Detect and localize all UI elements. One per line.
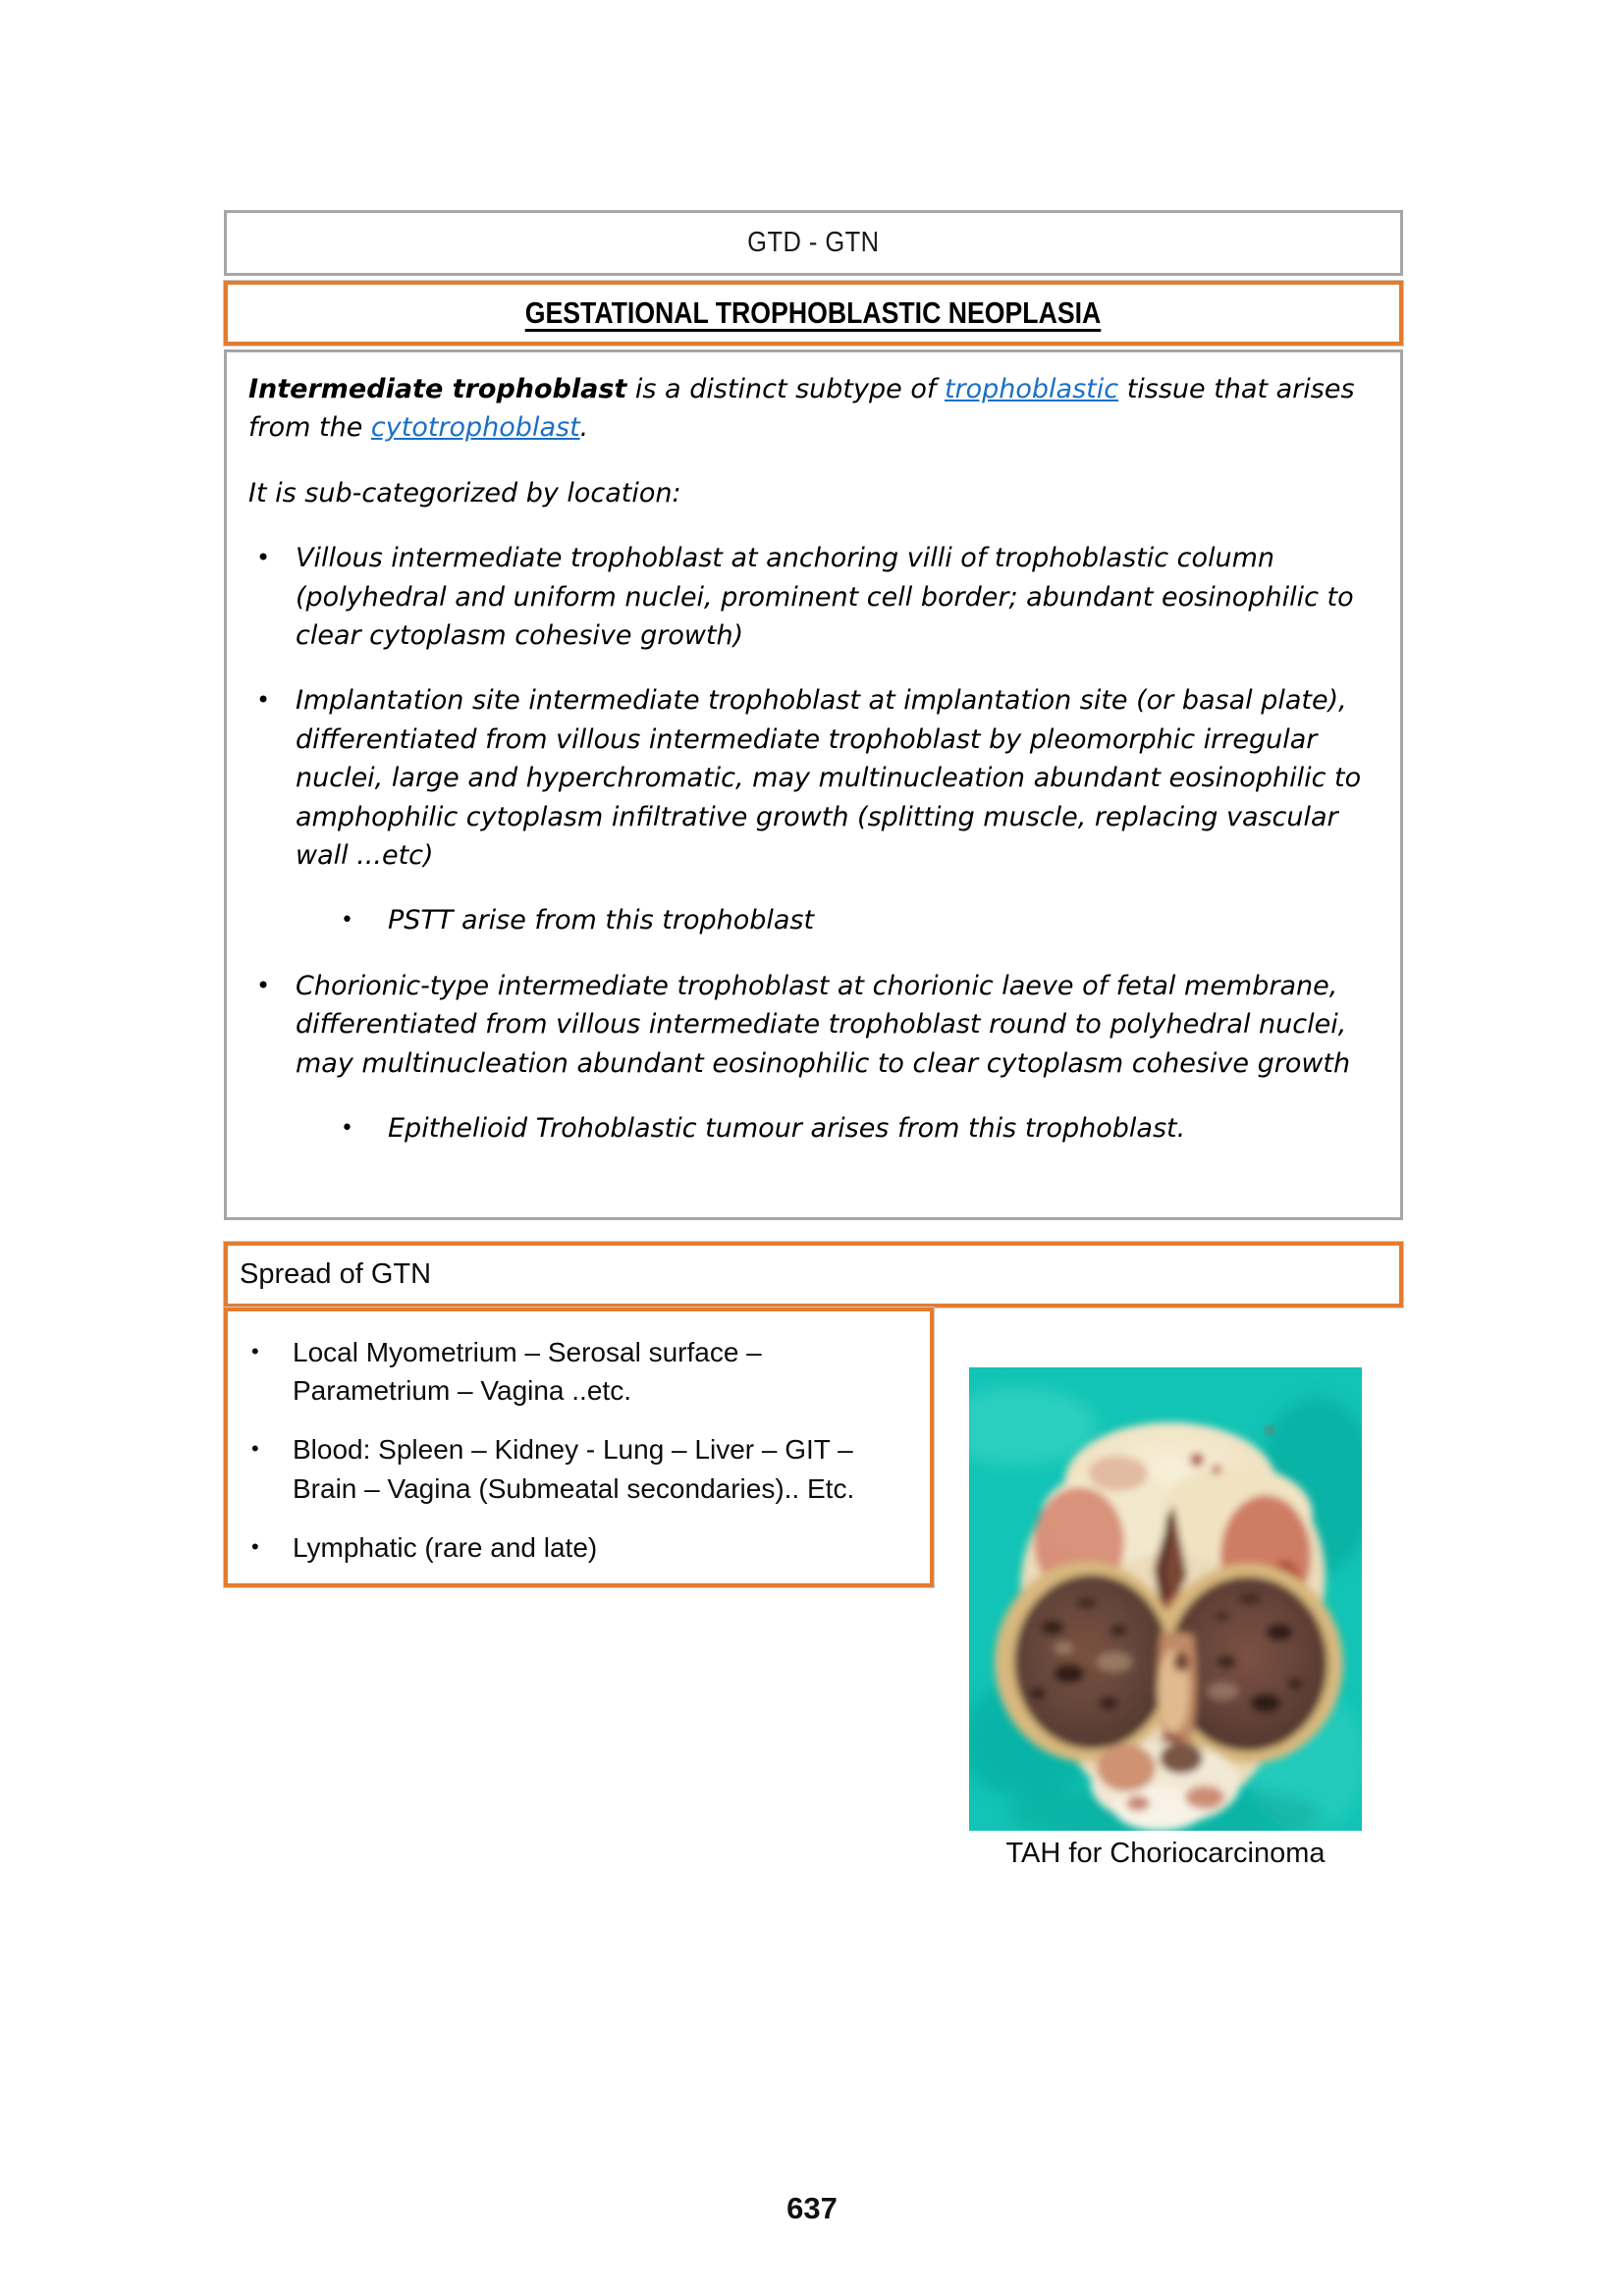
- bullet-icon: •: [256, 972, 271, 1000]
- link-trophoblastic[interactable]: trophoblastic: [944, 374, 1119, 404]
- list-item: [248, 539, 1375, 655]
- bullet-chorionic-text: Chorionic-type intermediate trophoblast at chorionic laeve of fetal membrane, differentiated from villous intermediate trophoblast round to polyhedral nuclei, may multinucleation abundant eosinophilic to clear cytoplasm cohesive growth: [296, 971, 1351, 1079]
- bullet-icon: •: [251, 1339, 259, 1363]
- bullet-icon: •: [251, 1533, 259, 1559]
- list-item: [245, 1333, 916, 1410]
- intro-seg1: is a distinct subtype of: [626, 374, 945, 404]
- spread-item-local: Local Myometrium – Serosal surface – Parametrium – Vagina ..etc.: [293, 1337, 762, 1407]
- intro-seg3: .: [579, 412, 589, 444]
- spread-title: Spread of GTN: [240, 1258, 432, 1290]
- list-item: [248, 967, 1375, 1083]
- list-item: [245, 1528, 916, 1567]
- sub-bullet-pstt-text: PSTT arise from this trophoblast: [388, 905, 815, 936]
- intro-paragraph: [248, 370, 1375, 448]
- spread-item-blood: Blood: Spleen – Kidney - Lung – Liver – GIT – Brain – Vagina (Submeatal secondaries).. Etc.: [293, 1434, 855, 1504]
- spread-item-lymphatic: Lymphatic (rare and late): [293, 1531, 598, 1563]
- figure-caption: TAH for Choriocarcinoma: [1005, 1838, 1326, 1869]
- bullet-icon: •: [251, 1436, 259, 1462]
- bullet-icon: •: [256, 686, 271, 715]
- spread-header-box: [224, 1242, 1403, 1308]
- intro-subheading: It is sub-categorized by location:: [248, 477, 681, 508]
- sub-list-item: [333, 1109, 1375, 1148]
- bullet-implantation-text: Implantation site intermediate trophoblast at implantation site (or basal plate), differentiated from villous intermediate trophoblast by pleomorphic irregular nuclei, large and hyperchromatic, may multinucleation abundant eosinophilic to amphophilic cytoplasm infiltrative growth (splitting muscle, replacing vascular wall ...etc): [296, 685, 1362, 872]
- list-item: [248, 681, 1375, 875]
- main-title-box: [224, 281, 1403, 346]
- bullet-icon: •: [341, 1116, 353, 1142]
- intro-content-box: [224, 349, 1403, 1220]
- doc-header-box: [224, 210, 1403, 276]
- bullet-icon: •: [341, 908, 353, 934]
- bullet-villous-text: Villous intermediate trophoblast at anchoring villi of trophoblastic column (polyhedral and uniform nuclei, prominent cell border; abundant eosinophilic to clear cytoplasm cohesive growth): [296, 543, 1354, 652]
- doc-header-title: GTD - GTN: [747, 227, 880, 258]
- intro-seg2: tissue that arises from the: [248, 374, 1355, 444]
- page-number: 637: [786, 2191, 838, 2225]
- link-cytotrophoblast[interactable]: cytotrophoblast: [370, 412, 580, 444]
- page-title: GESTATIONAL TROPHOBLASTIC NEOPLASIA: [525, 295, 1102, 330]
- list-item: [245, 1430, 916, 1507]
- specimen-photo: [969, 1367, 1362, 1831]
- spread-list-box: [224, 1308, 934, 1587]
- intro-lead-bold: Intermediate trophoblast: [248, 374, 627, 404]
- bullet-icon: •: [256, 544, 271, 572]
- sub-bullet-ett-text: Epithelioid Trohoblastic tumour arises from this trophoblast.: [388, 1113, 1186, 1145]
- sub-list-item: [333, 901, 1375, 940]
